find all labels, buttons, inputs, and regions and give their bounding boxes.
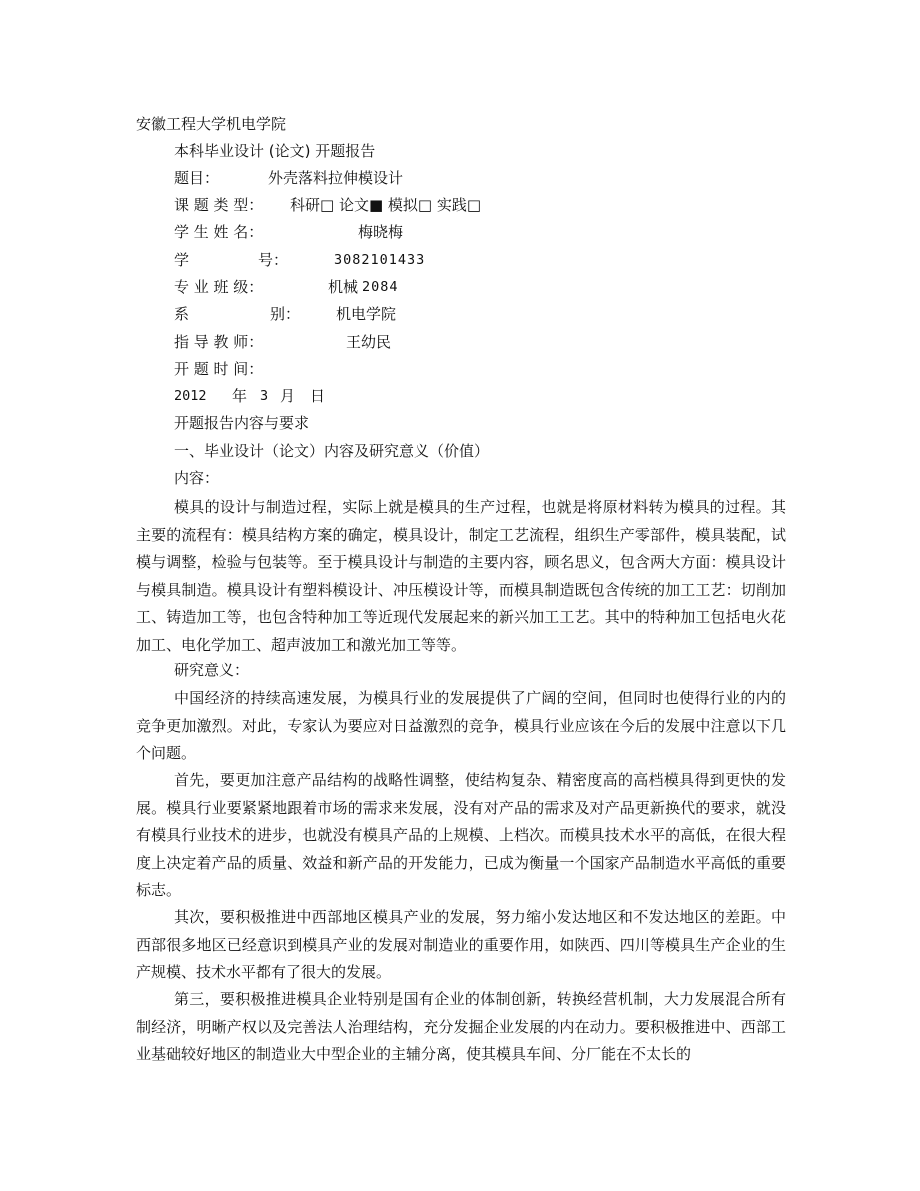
date-month-unit: 月 <box>280 387 296 405</box>
department-label: 系 <box>174 305 190 323</box>
student-id-label: 学 <box>174 251 190 269</box>
topic-value: 外壳落料拉伸模设计 <box>268 169 404 187</box>
date-year: 2012 <box>174 388 207 404</box>
advisor-label: 指 导 教 师： <box>174 333 264 351</box>
major-class-value-cn: 机械 <box>328 278 359 296</box>
significance-paragraph-4: 第三，要积极推进模具企业特别是国有企业的体制创新，转换经营机制，大力发展混合所有制经济，明晰产权以及完善法人治理结构，充分发掘企业发展的内在动力。要积极推进中、西部工业基础较好地区的制造业大中型企业的主辅分离，使其模具车间、分厂能在不太长的 <box>136 990 786 1063</box>
significance-label: 研究意义： <box>174 661 250 679</box>
category-value: 科研□ 论文■ 模拟□ 实践□ <box>290 196 481 214</box>
topic-label: 题目： <box>174 169 220 187</box>
date-year-unit: 年 <box>232 387 248 405</box>
content-label: 内容： <box>174 469 220 487</box>
student-id-value: 3082101433 <box>334 252 426 268</box>
advisor-value: 王幼民 <box>346 333 392 351</box>
report-title: 本科毕业设计 (论文) 开题报告 <box>174 142 376 160</box>
student-name-label: 学 生 姓 名： <box>174 223 264 241</box>
school-name: 安徽工程大学机电学院 <box>136 115 287 133</box>
student-name-value: 梅晓梅 <box>358 223 404 241</box>
category-label: 课 题 类 型： <box>174 196 264 214</box>
significance-paragraph-3: 其次，要积极推进中西部地区模具产业的发展，努力缩小发达地区和不发达地区的差距。中西部很多地区已经意识到模具产业的发展对制造业的重要作用，如陕西、四川等模具生产企业的生产规模、技术水平都有了很大的发展。 <box>136 908 786 981</box>
significance-paragraph-2: 首先，要更加注意产品结构的战略性调整，使结构复杂、精密度高的高档模具得到更快的发展。模具行业要紧紧地跟着市场的需求来发展，没有对产品的需求及对产品更新换代的要求，就没有模具行业技术的进步，也就没有模具产品的上规模、上档次。而模具技术水平的高低，在很大程度上决定着产品的质量、效益和新产品的开发能力，已成为衡量一个国家产品制造水平高低的重要标志。 <box>136 771 786 899</box>
major-class-label: 专 业 班 级： <box>174 278 264 296</box>
content-section-title: 开题报告内容与要求 <box>174 414 310 432</box>
significance-paragraph-1: 中国经济的持续高速发展，为模具行业的发展提供了广阔的空间，但同时也使得行业的内的竞争更加激烈。对此，专家认为要应对日益激烈的竞争，模具行业应该在今后的发展中注意以下几个问题。 <box>136 689 786 762</box>
major-class-value-num: 2084 <box>362 279 399 295</box>
date-month: 3 <box>260 388 270 404</box>
department-label-2: 别： <box>270 305 301 323</box>
content-paragraph: 模具的设计与制造过程，实际上就是模具的生产过程，也就是将原材料转为模具的过程。其主要的流程有：模具结构方案的确定，模具设计，制定工艺流程，组织生产零部件，模具装配，试模与调整，检验与包装等。至于模具设计与制造的主要内容，顾名思义，包含两大方面：模具设计与模具制造。模具设计有塑料模设计、冲压模设计等，而模具制造既包含传统的加工工艺：切削加工、铸造加工等，也包含特种加工等近现代发展起来的新兴加工工艺。其中的特种加工包括电火花加工、电化学加工、超声波加工和激光加工等等。 <box>136 498 786 654</box>
section1-title: 一、毕业设计（论文）内容及研究意义（价值） <box>174 442 490 460</box>
date-day-unit: 日 <box>310 387 326 405</box>
start-time-label: 开 题 时 间： <box>174 360 264 378</box>
student-id-label-2: 号： <box>258 251 289 269</box>
department-value: 机电学院 <box>336 305 397 323</box>
